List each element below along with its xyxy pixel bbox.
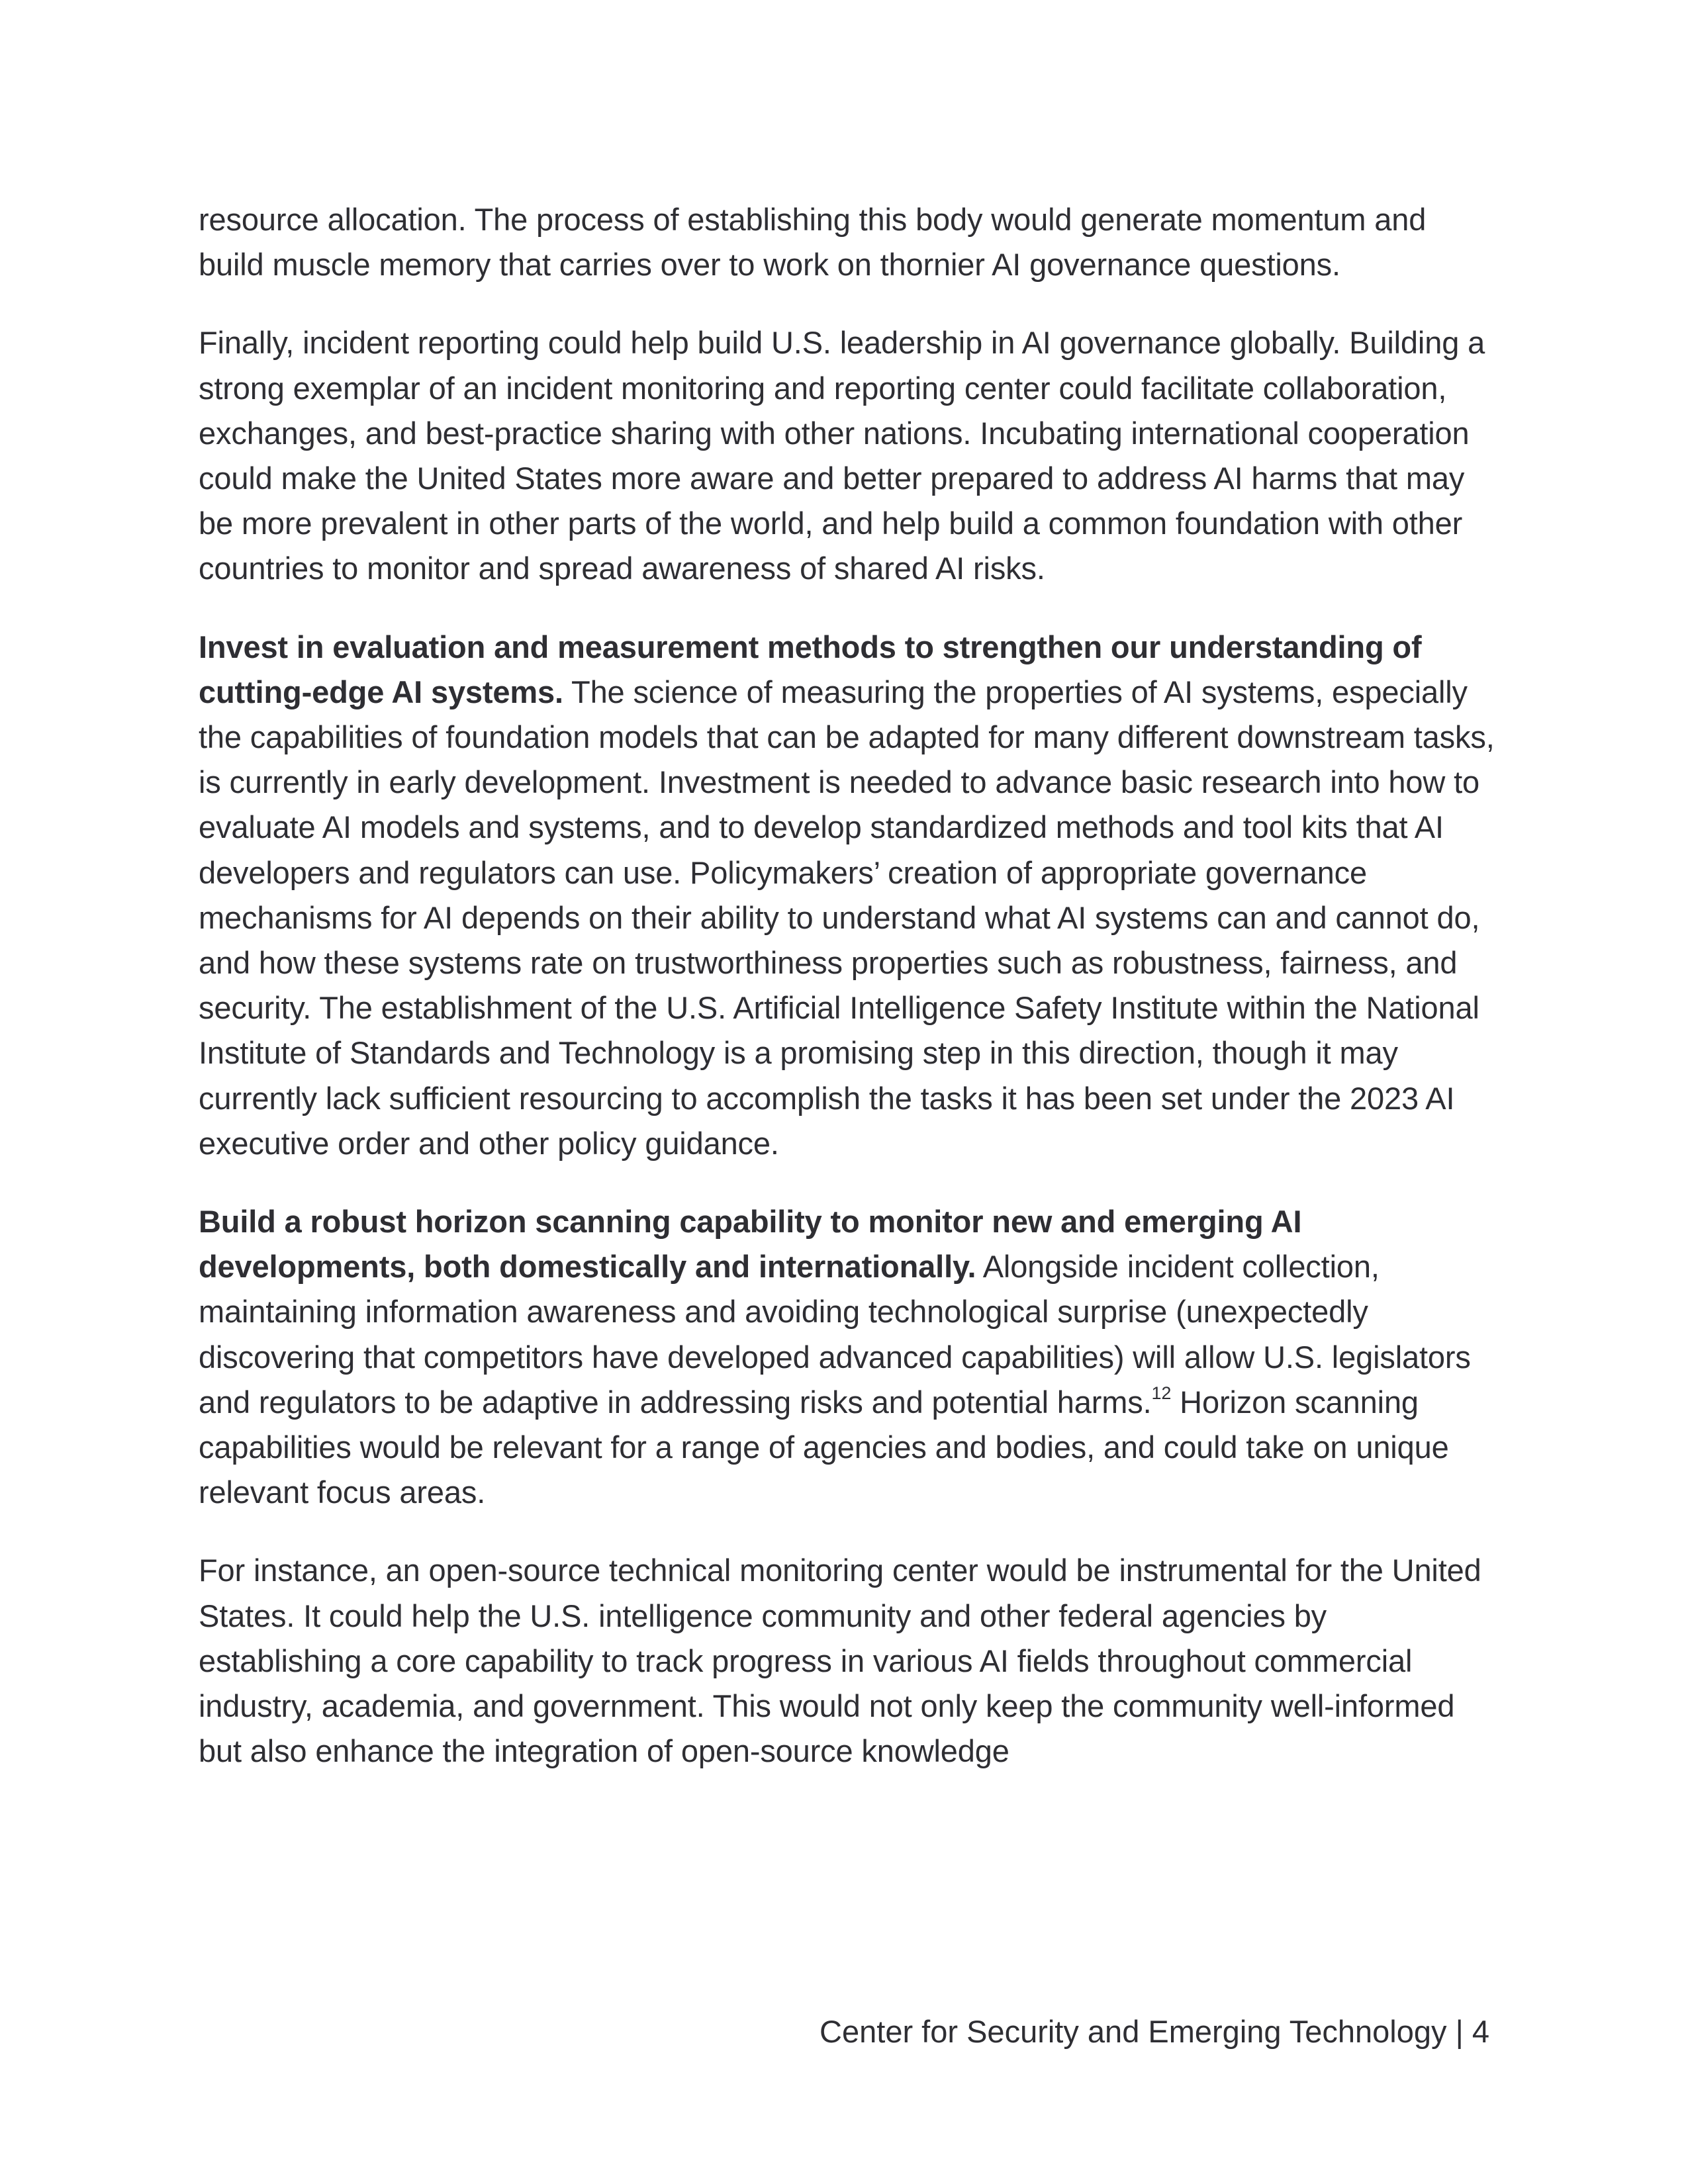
paragraph-horizon-scanning [199,1199,1495,1515]
paragraph-incident-reporting-leadership: Finally, incident reporting could help build U.S. leadership in AI governance globally. Building a strong exemplar of an incident monitoring and reporting center could facilitate collaboration, exchanges, and best-practice sharing with other nations. Incubating international cooperation could make the United States more aware and better prepared to address AI harms that may be more prevalent in other parts of the world, and help build a common foundation with other countries to monitor and spread awareness of shared AI risks. [199,325,1485,586]
footnote-marker[interactable]: 12 [1151,1383,1172,1404]
paragraph-open-source-monitoring: For instance, an open-source technical monitoring center would be instrumental for the United States. It could help the U.S. intelligence community and other federal agencies by establishing a core capability to track progress in various AI fields throughout commercial industry, academia, and government. This would not only keep the community well-informed but also enhance the integration of open-source knowledge [199,1553,1481,1769]
page-footer: Center for Security and Emerging Technology | 4 [820,2014,1489,2049]
paragraph-resource-allocation: resource allocation. The process of establishing this body would generate momentum and build muscle memory that carries over to work on thornier AI governance questions. [199,202,1427,283]
paragraph-tail-horizon: Horizon scanning capabilities would be relevant for a range of agencies and bodies, and could take on unique relevant focus areas. [199,1384,1449,1510]
paragraph-evaluation-measurement [199,625,1495,1166]
paragraph-body-evaluation: The science of measuring the properties of AI systems, especially the capabilities of foundation models that can be adapted for many different downstream tasks, is currently in early development. Investment is needed to advance basic research into how to evaluate AI models and systems, and to develop standardized methods and tool kits that AI developers and regulators can use. Policymakers’ creation of appropriate governance mechanisms for AI depends on their ability to understand what AI systems can and cannot do, and how these systems rate on trustworthiness properties such as robustness, fairness, and security. The establishment of the U.S. Artificial Intelligence Safety Institute within the National Institute of Standards and Technology is a promising step in this direction, though it may currently lack sufficient resourcing to accomplish the tasks it has been set under the 2023 AI executive order and other policy guidance. [199,674,1495,1161]
paragraph-body-horizon: Alongside incident collection, maintaining information awareness and avoiding technological surprise (unexpectedly discovering that competitors have developed advanced capabilities) will allow U.S. legislators and regulators to be adaptive in addressing risks and potential harms. [199,1249,1471,1420]
paragraph-lead-evaluation: Invest in evaluation and measurement methods to strengthen our understanding of cutting-edge AI systems. [199,629,1422,709]
paragraph-lead-horizon: Build a robust horizon scanning capability to monitor new and emerging AI developments, both domestically and internationally. [199,1204,1302,1285]
document-body [199,197,1495,1807]
